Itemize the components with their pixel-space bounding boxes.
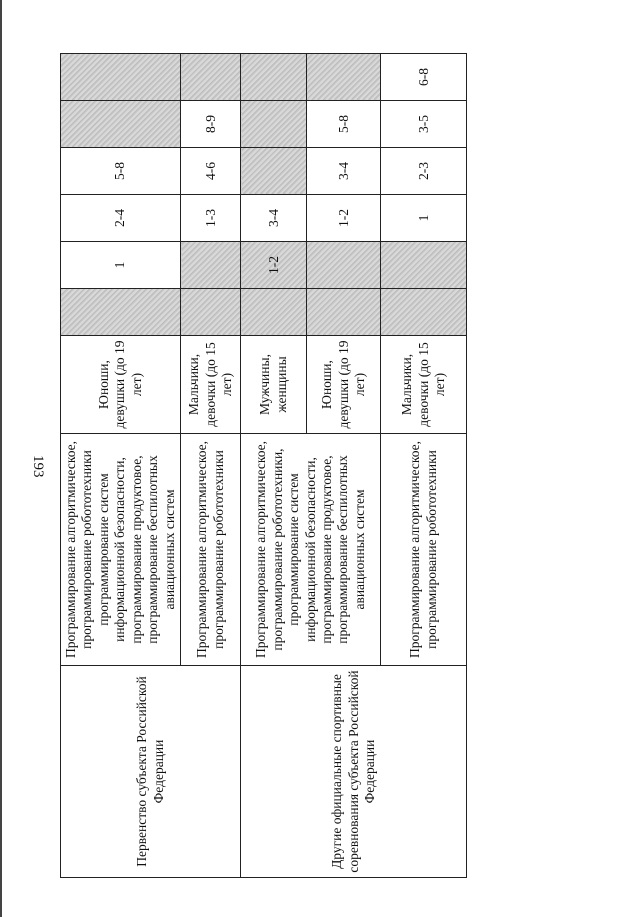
page-edge [0, 0, 2, 917]
competition-cell: Первенство субъекта Российской Федерации [61, 666, 241, 878]
rank-cell [181, 242, 241, 289]
rank-cell: 6-8 [381, 54, 467, 101]
group-cell: Мальчики, девочки (до 15 лет) [381, 336, 467, 434]
rank-cell: 4-6 [181, 148, 241, 195]
rank-cell [381, 242, 467, 289]
discipline-cell: Программирование алгоритмическое, программирование робототехники [381, 434, 467, 666]
rank-cell [61, 289, 181, 336]
rank-cell [61, 54, 181, 101]
rank-cell: 1-3 [181, 195, 241, 242]
discipline-cell: Программирование алгоритмическое, программирование робототехники [181, 434, 241, 666]
rank-cell [181, 54, 241, 101]
rank-cell: 5-8 [307, 101, 381, 148]
rank-cell: 8-9 [181, 101, 241, 148]
rank-cell [241, 148, 307, 195]
page-number: 193 [30, 455, 46, 478]
rank-cell [307, 242, 381, 289]
competition-cell: Другие официальные спортивные соревнования субъекта Российской Федерации [241, 666, 467, 878]
rank-cell [241, 54, 307, 101]
discipline-cell: Программирование алгоритмическое, программирование робототехники программирование систем информационной безопасности, программирование продуктовое, программирование беспилотных авиационных систем [61, 434, 181, 666]
rank-cell: 2-4 [61, 195, 181, 242]
group-cell: Юноши, девушки (до 19 лет) [307, 336, 381, 434]
rank-cell [307, 54, 381, 101]
group-cell: Мужчины, женщины [241, 336, 307, 434]
rank-cell: 1-2 [307, 195, 381, 242]
rank-cell [307, 289, 381, 336]
group-cell: Юноши, девушки (до 19 лет) [61, 336, 181, 434]
discipline-cell: Программирование алгоритмическое, программирование робототехники, программирование систем информационной безопасности, программирование продуктовое, программирование беспилотных авиационных систем [241, 434, 381, 666]
rank-cell: 5-8 [61, 148, 181, 195]
table-row [241, 54, 307, 878]
rank-cell: 3-5 [381, 101, 467, 148]
rank-cell [181, 289, 241, 336]
table-row [61, 54, 181, 878]
rank-cell [241, 101, 307, 148]
rank-table [60, 53, 467, 878]
rank-cell [381, 289, 467, 336]
group-cell: Мальчики, девочки (до 15 лет) [181, 336, 241, 434]
rank-cell: 1 [381, 195, 467, 242]
rank-cell: 1-2 [241, 242, 307, 289]
rank-cell [61, 101, 181, 148]
rank-cell: 3-4 [307, 148, 381, 195]
rotated-table-container [60, 53, 458, 878]
rank-cell: 1 [61, 242, 181, 289]
rank-cell [241, 289, 307, 336]
rank-cell: 3-4 [241, 195, 307, 242]
rank-cell: 2-3 [381, 148, 467, 195]
